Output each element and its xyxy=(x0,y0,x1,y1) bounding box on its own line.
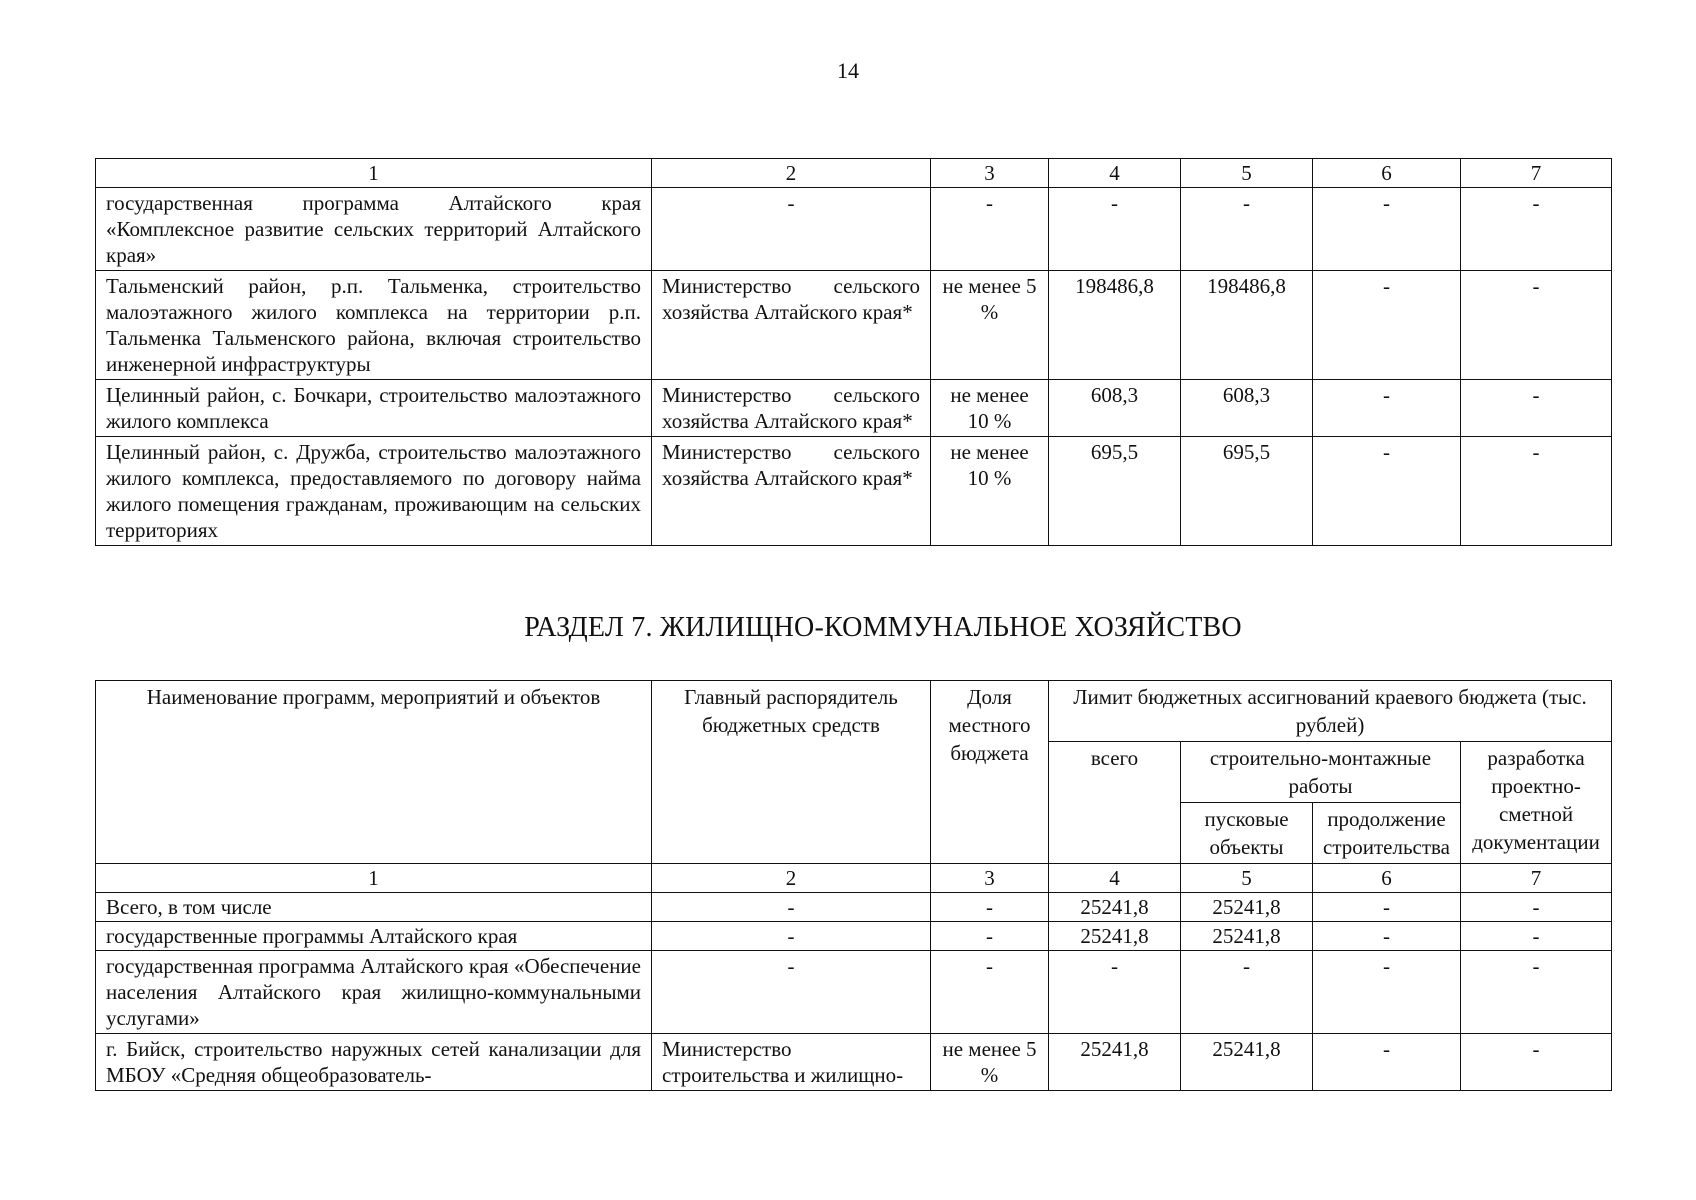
program-name-cell: Тальменский район, р.п. Тальменка, строительство малоэтажного жилого комплекса на территории р.п. Тальменка Тальменского района, включая строительство инженерной инфраструктуры xyxy=(96,271,652,380)
local-share-cell: не менее 10 % xyxy=(931,437,1049,546)
local-share-cell: не менее 5 % xyxy=(931,1034,1049,1091)
program-name-cell: Целинный район, с. Бочкари, строительство малоэтажного жилого комплекса xyxy=(96,380,652,437)
header-construction-works: строительно-монтажные работы xyxy=(1181,742,1461,803)
local-share-cell: - xyxy=(931,951,1049,1034)
table-row xyxy=(96,380,1612,437)
continued-construction-cell: - xyxy=(1313,893,1461,922)
design-docs-cell: - xyxy=(1461,951,1612,1034)
design-docs-cell: - xyxy=(1461,380,1612,437)
table-row xyxy=(96,271,1612,380)
col-number: 3 xyxy=(931,864,1049,893)
column-number-row xyxy=(96,864,1612,893)
local-share-cell: не менее 10 % xyxy=(931,380,1049,437)
administrator-cell: - xyxy=(652,922,931,951)
launch-objects-cell: 25241,8 xyxy=(1181,893,1313,922)
page-number: 14 xyxy=(837,58,859,83)
continued-construction-cell: - xyxy=(1313,1034,1461,1091)
col-number: 4 xyxy=(1049,864,1181,893)
header-launch-objects: пусковые объекты xyxy=(1181,803,1313,864)
col-number: 4 xyxy=(1049,159,1181,188)
total-cell: 695,5 xyxy=(1049,437,1181,546)
header-design-docs: разработка проектно-сметной документации xyxy=(1461,742,1612,864)
header-budget-limit: Лимит бюджетных ассигнований краевого бюджета (тыс. рублей) xyxy=(1049,681,1612,742)
col-number: 1 xyxy=(96,864,652,893)
launch-objects-cell: 695,5 xyxy=(1181,437,1313,546)
total-cell: - xyxy=(1049,951,1181,1034)
administrator-cell: - xyxy=(652,951,931,1034)
col-number: 7 xyxy=(1461,864,1612,893)
design-docs-cell: - xyxy=(1461,1034,1612,1091)
administrator-cell: Министерство сельского хозяйства Алтайского края* xyxy=(652,380,931,437)
header-total: всего xyxy=(1049,742,1181,864)
col-number: 6 xyxy=(1313,159,1461,188)
col-number: 5 xyxy=(1181,159,1313,188)
col-number: 2 xyxy=(652,159,931,188)
total-cell: 608,3 xyxy=(1049,380,1181,437)
local-share-cell: - xyxy=(931,188,1049,271)
design-docs-cell: - xyxy=(1461,922,1612,951)
program-name-cell: г. Бийск, строительство наружных сетей канализации для МБОУ «Средняя общеобразователь- xyxy=(96,1034,652,1091)
continued-construction-cell: - xyxy=(1313,380,1461,437)
program-name-cell: государственные программы Алтайского края xyxy=(96,922,652,951)
table-row xyxy=(96,922,1612,951)
header-local-share: Доля местного бюджета xyxy=(931,681,1049,864)
design-docs-cell: - xyxy=(1461,188,1612,271)
table-row xyxy=(96,437,1612,546)
launch-objects-cell: 608,3 xyxy=(1181,380,1313,437)
header-row xyxy=(96,681,1612,742)
column-number-row xyxy=(96,159,1612,188)
col-number: 6 xyxy=(1313,864,1461,893)
section-title: РАЗДЕЛ 7. ЖИЛИЩНО-КОММУНАЛЬНОЕ ХОЗЯЙСТВО xyxy=(524,612,1242,643)
local-share-cell: не менее 5 % xyxy=(931,271,1049,380)
total-cell: - xyxy=(1049,188,1181,271)
total-cell: 25241,8 xyxy=(1049,922,1181,951)
table-row xyxy=(96,188,1612,271)
continued-construction-cell: - xyxy=(1313,951,1461,1034)
col-number: 5 xyxy=(1181,864,1313,893)
total-cell: 198486,8 xyxy=(1049,271,1181,380)
continued-construction-cell: - xyxy=(1313,271,1461,380)
administrator-cell: Министерство сельского хозяйства Алтайского края* xyxy=(652,437,931,546)
total-cell: 25241,8 xyxy=(1049,893,1181,922)
program-name-cell: государственная программа Алтайского края «Обеспечение населения Алтайского края жилищно-коммунальными услугами» xyxy=(96,951,652,1034)
header-program-name: Наименование программ, мероприятий и объектов xyxy=(96,681,652,864)
col-number: 7 xyxy=(1461,159,1612,188)
launch-objects-cell: 198486,8 xyxy=(1181,271,1313,380)
col-number: 2 xyxy=(652,864,931,893)
program-name-cell: государственная программа Алтайского края «Комплексное развитие сельских территорий Алтайского края» xyxy=(96,188,652,271)
administrator-cell: Министерство сельского хозяйства Алтайского края* xyxy=(652,271,931,380)
launch-objects-cell: - xyxy=(1181,951,1313,1034)
total-cell: 25241,8 xyxy=(1049,1034,1181,1091)
continued-construction-cell: - xyxy=(1313,188,1461,271)
administrator-cell: - xyxy=(652,188,931,271)
local-share-cell: - xyxy=(931,922,1049,951)
program-name-cell: Целинный район, с. Дружба, строительство малоэтажного жилого комплекса, предоставляемого по договору найма жилого помещения гражданам, проживающим на сельских территориях xyxy=(96,437,652,546)
table-agriculture-continuation xyxy=(95,158,1612,546)
design-docs-cell: - xyxy=(1461,437,1612,546)
launch-objects-cell: 25241,8 xyxy=(1181,922,1313,951)
continued-construction-cell: - xyxy=(1313,437,1461,546)
launch-objects-cell: 25241,8 xyxy=(1181,1034,1313,1091)
administrator-cell: - xyxy=(652,893,931,922)
local-share-cell: - xyxy=(931,893,1049,922)
launch-objects-cell: - xyxy=(1181,188,1313,271)
design-docs-cell: - xyxy=(1461,271,1612,380)
continued-construction-cell: - xyxy=(1313,922,1461,951)
table-housing-utilities xyxy=(95,680,1612,1091)
table-row xyxy=(96,893,1612,922)
header-administrator: Главный распорядитель бюджетных средств xyxy=(652,681,931,864)
col-number: 3 xyxy=(931,159,1049,188)
table-row xyxy=(96,951,1612,1034)
table-row xyxy=(96,1034,1612,1091)
header-continued-construction: продолжение строительства xyxy=(1313,803,1461,864)
administrator-cell: Министерство строительства и жилищно- xyxy=(652,1034,931,1091)
col-number: 1 xyxy=(96,159,652,188)
program-name-cell: Всего, в том числе xyxy=(96,893,652,922)
design-docs-cell: - xyxy=(1461,893,1612,922)
